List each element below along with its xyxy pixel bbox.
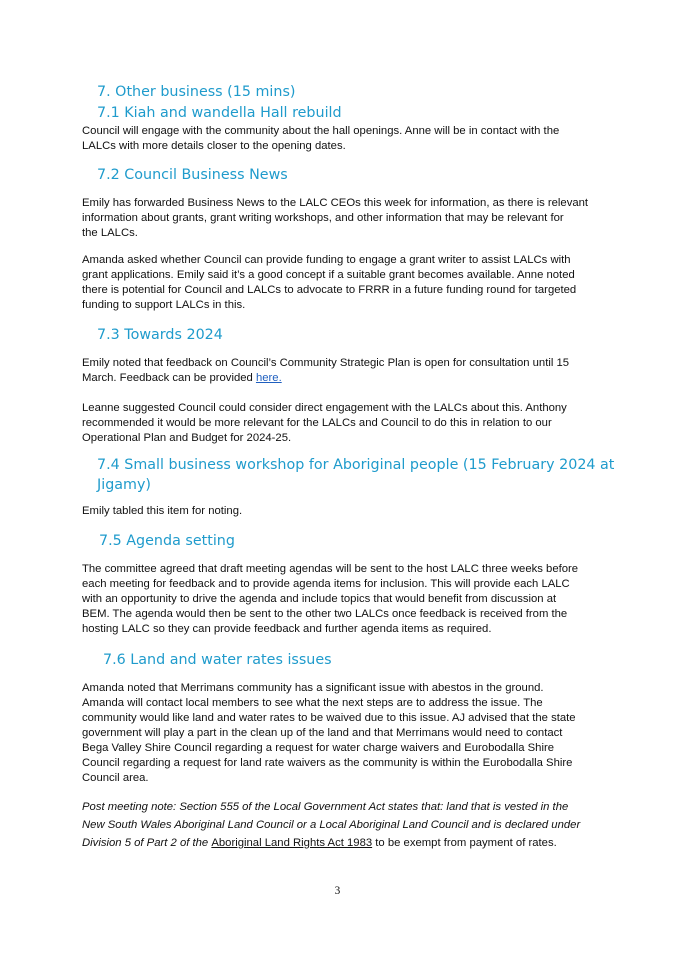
heading-line: Jigamy) — [97, 477, 151, 493]
feedback-link[interactable]: here. — [255, 372, 282, 384]
section-7-6-heading: 7.6 Land and water rates issues — [103, 652, 332, 668]
text-line: The committee agreed that draft meeting agendas will be sent to the host LALC three weeks before — [82, 563, 579, 575]
post-meeting-note — [82, 798, 594, 852]
section-7-1-paragraph — [82, 124, 594, 154]
section-7-1-heading: 7.1 Kiah and wandella Hall rebuild — [97, 105, 342, 121]
text-line: there is potential for Council and LALCs to advocate to FRRR in a future funding round for targeted — [82, 284, 577, 296]
text-line: recommended it would be more relevant for the LALCs and Council to do this in relation to our — [82, 417, 552, 429]
section-7-3-heading: 7.3 Towards 2024 — [97, 327, 223, 343]
text-line: Council will engage with the community about the hall openings. Anne will be in contact with the — [82, 125, 560, 137]
section-7-heading: 7. Other business (15 mins) — [97, 84, 296, 100]
text-line: Bega Valley Shire Council regarding a request for water charge waivers and Eurobodalla Shire — [82, 742, 555, 754]
note-fragment: Division 5 of Part 2 of the — [82, 837, 212, 849]
text-line: hosting LALC so they can provide feedback and further agenda items as required. — [82, 623, 492, 635]
text-line: Council regarding a request for land rate waivers as the community is within the Eurobodalla Shire — [82, 757, 573, 769]
text-line: Amanda asked whether Council can provide funding to engage a grant writer to assist LALCs with — [82, 254, 571, 266]
text-line: each meeting for feedback and to provide agenda items for inclusion. This will provide each LALC — [82, 578, 570, 590]
text-line: Leanne suggested Council could consider direct engagement with the LALCs about this. Anthony — [82, 402, 567, 414]
section-7-2-heading: 7.2 Council Business News — [97, 167, 288, 183]
note-line: Post meeting note: Section 555 of the Local Government Act states that: land that is vested in the — [82, 801, 569, 813]
section-7-2-paragraph-1 — [82, 196, 594, 241]
text-line: Operational Plan and Budget for 2024-25. — [82, 432, 292, 444]
heading-line: 7.4 Small business workshop for Aboriginal people (15 February 2024 at — [97, 457, 615, 473]
text-line: Amanda will contact local members to see what the next steps are to address the issue. The — [82, 697, 543, 709]
section-7-4-heading — [97, 455, 614, 495]
section-7-5-paragraph — [82, 562, 594, 637]
text-line: BEM. The agenda would then be sent to the other two LALCs once feedback is received from the — [82, 608, 568, 620]
page-number: 3 — [334, 885, 341, 897]
text-line: Emily has forwarded Business News to the LALC CEOs this week for information, as there is relevant — [82, 197, 589, 209]
text-line — [82, 371, 594, 386]
text-line: funding to support LALCs in this. — [82, 299, 246, 311]
section-7-3-paragraph-1 — [82, 356, 594, 386]
text-line: the LALCs. — [82, 227, 138, 239]
text-line: community would like land and water rates to be waived due to this issue. AJ advised that the state — [82, 712, 576, 724]
note-fragment: to be exempt from payment of rates. — [372, 837, 557, 849]
text-line: LALCs with more details closer to the opening dates. — [82, 140, 346, 152]
section-7-2-paragraph-2 — [82, 253, 594, 313]
text-line: grant applications. Emily said it’s a good concept if a suitable grant becomes available. Anne noted — [82, 269, 575, 281]
aboriginal-land-rights-act-link[interactable]: Aboriginal Land Rights Act 1983 — [211, 837, 373, 849]
text-line: Amanda noted that Merrimans community has a significant issue with abestos in the ground. — [82, 682, 544, 694]
text-line: Council area. — [82, 772, 149, 784]
section-7-4-paragraph: Emily tabled this item for noting. — [82, 505, 243, 517]
section-7-6-paragraph — [82, 681, 594, 786]
section-7-3-paragraph-2 — [82, 401, 594, 446]
text-fragment: March. Feedback can be provided — [82, 372, 256, 384]
note-line: New South Wales Aboriginal Land Council or a Local Aboriginal Land Council and is declared under — [82, 819, 581, 831]
text-line: with an opportunity to drive the agenda and include topics that would benefit from discussion at — [82, 593, 557, 605]
text-line: information about grants, grant writing workshops, and other information that may be relevant for — [82, 212, 564, 224]
text-line: government will play a part in the clean up of the land and that Merrimans would need to contact — [82, 727, 563, 739]
note-line — [82, 834, 594, 852]
text-line: Emily noted that feedback on Council’s Community Strategic Plan is open for consultation until 15 — [82, 357, 570, 369]
section-7-5-heading: 7.5 Agenda setting — [99, 533, 235, 549]
